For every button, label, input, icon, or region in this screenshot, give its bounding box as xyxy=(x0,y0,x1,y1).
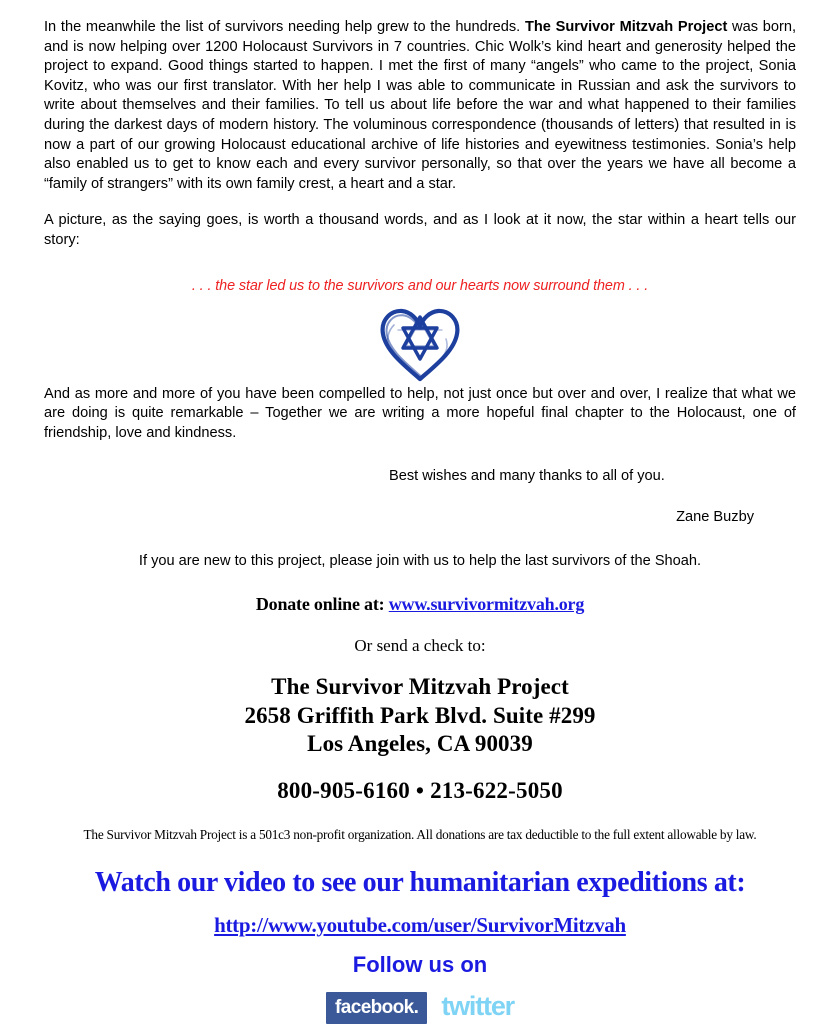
youtube-url-link[interactable]: http://www.youtube.com/user/SurvivorMitzvah xyxy=(214,912,626,937)
social-badges-row xyxy=(44,978,796,1024)
red-italic-quote: . . . the star led us to the survivors and our hearts now surround them . . . xyxy=(191,277,649,294)
signature-name: Zane Buzby xyxy=(676,508,754,525)
intro-text-after-bold: was born, and is now helping over 1200 Holocaust Survivors in 7 countries. Chic Wolk’s kind heart and generosity helped the project to expand. Good things started to happen. I met the first of many “angels” who came to the project, Sonia Kovitz, who was our first translator. With her help I was able to communicate in Russian and ask the survivors to write about themselves and their families. To tell us about life before the war and what happened to their families during the darkest days of modern history. The voluminous correspondence (thousands of letters) that resulted in is now a part of our growing Holocaust educational archive of life histories and eyewitness testimonies. Sonia’s help also enabled us to get to know each and every survivor personally, so that over the years we have all become a “family of strangers” with its own family crest, a heart and a star. xyxy=(44,19,797,192)
twitter-badge[interactable]: twitter xyxy=(441,991,514,1022)
donate-url-link[interactable]: www.survivormitzvah.org xyxy=(388,594,585,615)
video-url-line xyxy=(44,899,796,938)
paragraph-intro xyxy=(44,0,796,194)
follow-us-label: Follow us on xyxy=(352,951,488,977)
project-name-bold: The Survivor Mitzvah Project xyxy=(524,19,728,35)
facebook-dot: . xyxy=(413,996,419,1018)
heart-star-logo xyxy=(44,295,796,385)
address-line-city: Los Angeles, CA 90039 xyxy=(307,731,533,757)
paragraph-picture: A picture, as the saying goes, is worth a thousand words, and as I look at it now, the star within a heart tells our story: xyxy=(44,212,796,248)
best-wishes-line: Best wishes and many thanks to all of you. xyxy=(389,468,665,485)
donate-online-line xyxy=(44,571,796,615)
address-line-street: 2658 Griffith Park Blvd. Suite #299 xyxy=(244,702,596,728)
video-heading: Watch our video to see our humanitarian expeditions at: xyxy=(94,866,746,898)
paragraph-compelled: And as more and more of you have been compelled to help, not just once but over and over, I realize that what we are doing is quite remarkable – Together we are writing a more hopeful final chapter to the Holocaust, one of friendship, love and kindness. xyxy=(44,385,796,441)
donate-label: Donate online at: xyxy=(255,594,389,615)
star-of-david-in-heart-icon xyxy=(374,303,466,385)
join-invitation-line: If you are new to this project, please join with us to help the last survivors of the Shoah. xyxy=(138,552,702,569)
facebook-badge[interactable] xyxy=(326,992,427,1024)
intro-text-before-bold: In the meanwhile the list of survivors needing help grew to the hundreds. xyxy=(44,19,525,35)
phone-numbers: 800-905-6160 • 213-622-5050 xyxy=(277,777,563,803)
facebook-label: facebook xyxy=(335,996,414,1018)
donation-block xyxy=(44,571,796,843)
nonprofit-disclaimer: The Survivor Mitzvah Project is a 501c3 non-profit organization. All donations are tax deductible to the full extent allowable by law. xyxy=(83,826,757,842)
address-line-organization: The Survivor Mitzvah Project xyxy=(271,674,569,700)
send-check-label: Or send a check to: xyxy=(354,636,486,656)
